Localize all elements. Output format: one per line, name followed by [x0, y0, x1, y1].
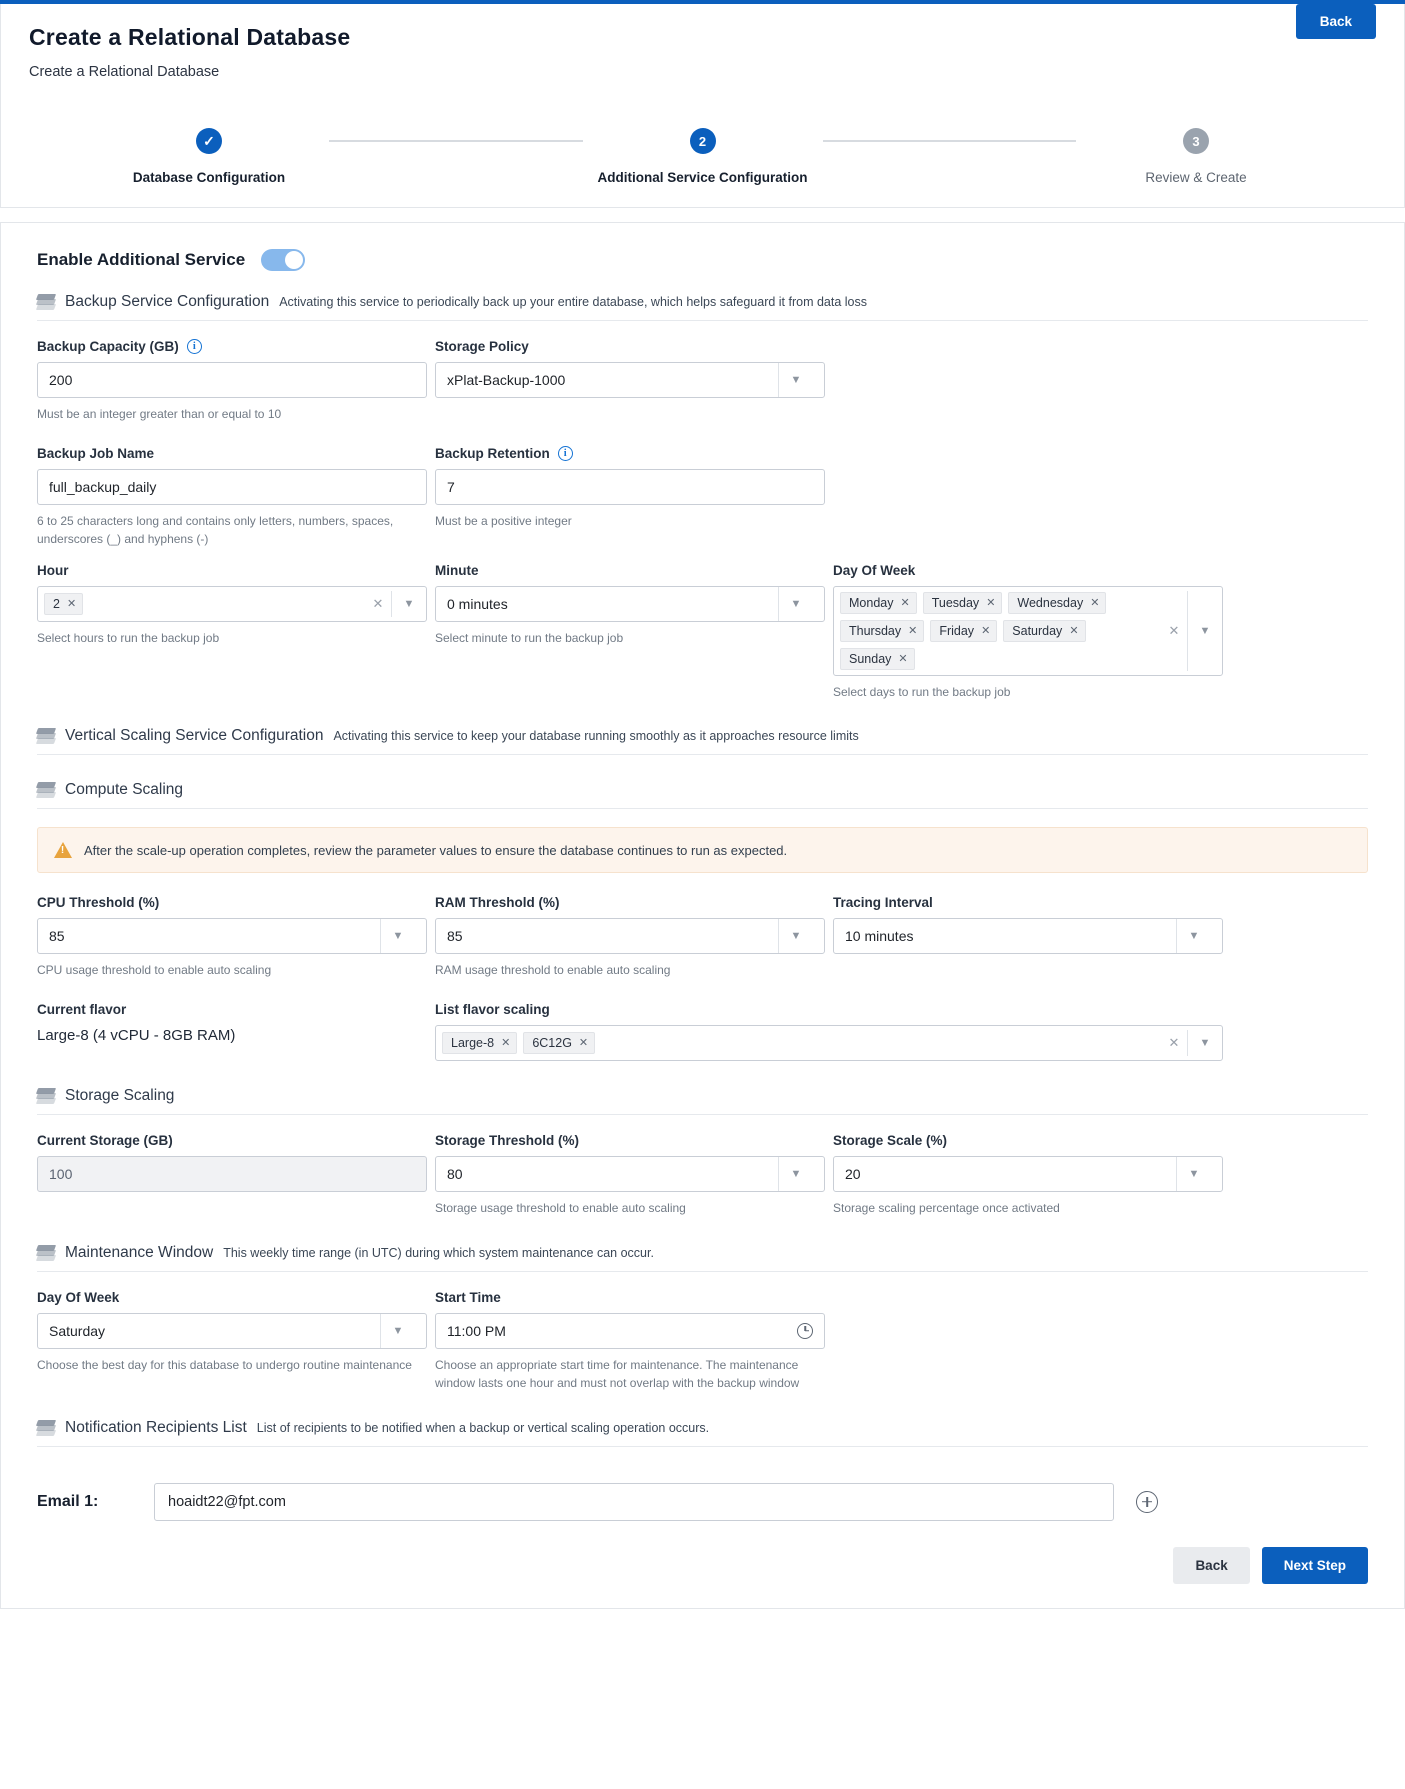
cpu-threshold-field — [37, 895, 427, 980]
day-of-week-tags — [840, 591, 1161, 671]
storage-scale-select[interactable] — [833, 1156, 1223, 1192]
tag-remove-icon[interactable]: ✕ — [578, 1037, 589, 1050]
storage-scale-hint: Storage scaling percentage once activated — [833, 1200, 1060, 1215]
clear-icon[interactable]: ✕ — [372, 595, 384, 611]
chevron-down-icon[interactable]: ▼ — [1188, 930, 1200, 943]
tag-label: 2 — [53, 596, 60, 611]
minute-select[interactable] — [435, 586, 825, 622]
chevron-down-icon[interactable]: ▼ — [790, 597, 802, 610]
step-3-label: Review & Create — [1145, 170, 1247, 185]
step-2-label: Additional Service Configuration — [597, 170, 808, 185]
flavor-scaling-field — [435, 1002, 1223, 1061]
current-flavor-value: Large-8 (4 vCPU - 8GB RAM) — [37, 1026, 236, 1044]
add-email-icon[interactable] — [1136, 1491, 1158, 1513]
current-storage-label: Current Storage (GB) — [37, 1132, 173, 1148]
tag — [523, 1032, 595, 1054]
maintenance-start-time-label: Start Time — [435, 1289, 501, 1305]
next-step-button[interactable]: Next Step — [1262, 1547, 1368, 1584]
backup-job-name-label: Backup Job Name — [37, 445, 155, 461]
backup-job-name-hint: 6 to 25 characters long and contains only letters, numbers, spaces, underscores (_) and hyphens (-) — [37, 513, 394, 547]
maintenance-start-time-input[interactable] — [435, 1313, 825, 1349]
storage-policy-value: xPlat-Backup-1000 — [447, 372, 566, 388]
backup-service-description: Activating this service to periodically back up your entire database, which helps safeguard it from data loss — [279, 295, 868, 309]
tag-label: Friday — [939, 623, 975, 638]
storage-scaling-section-header — [37, 1087, 1368, 1115]
cpu-threshold-label: CPU Threshold (%) — [37, 895, 160, 911]
minute-hint: Select minute to run the backup job — [435, 630, 624, 645]
backup-retention-label — [435, 446, 825, 461]
chevron-down-icon[interactable]: ▼ — [790, 374, 802, 386]
info-icon[interactable]: i — [558, 446, 573, 461]
tag-remove-icon[interactable]: ✕ — [1069, 625, 1079, 638]
tag — [840, 620, 924, 642]
clear-icon[interactable]: ✕ — [1168, 1034, 1180, 1050]
backup-job-name-field — [37, 446, 427, 549]
backup-job-name-input[interactable]: full_backup_daily — [37, 469, 427, 505]
maintenance-day-field — [37, 1290, 427, 1393]
layers-icon — [37, 294, 55, 310]
layers-icon — [37, 728, 55, 744]
backup-row-2 — [37, 446, 1368, 549]
scale-up-warning-text: After the scale-up operation completes, review the parameter values to ensure the database continues to run as expected. — [84, 842, 788, 858]
current-storage-input: 100 — [37, 1156, 427, 1192]
chevron-down-icon[interactable]: ▼ — [1199, 624, 1211, 637]
step-3-marker: 3 — [1183, 128, 1209, 154]
backup-service-title: Backup Service Configuration — [65, 293, 270, 310]
scale-up-warning — [37, 827, 1368, 873]
tag-remove-icon[interactable]: ✕ — [66, 598, 77, 611]
tracing-interval-label: Tracing Interval — [833, 895, 933, 911]
step-1-label: Database Configuration — [132, 170, 286, 185]
storage-policy-select[interactable] — [435, 362, 825, 398]
compute-scaling-title: Compute Scaling — [65, 781, 184, 799]
layers-icon — [37, 1420, 55, 1436]
tag-label: Sunday — [849, 651, 892, 666]
tag-remove-icon[interactable]: ✕ — [981, 625, 991, 638]
page-title: Create a Relational Database — [29, 24, 351, 50]
day-of-week-hint: Select days to run the backup job — [833, 684, 1011, 699]
maintenance-day-label: Day Of Week — [37, 1289, 120, 1305]
maintenance-window-title: Maintenance Window — [65, 1243, 214, 1261]
day-of-week-multiselect[interactable] — [833, 586, 1223, 676]
backup-capacity-label-text: Backup Capacity (GB) — [37, 339, 179, 354]
vertical-scaling-section-header — [37, 727, 1368, 755]
step-connector-2 — [823, 140, 1077, 142]
email-recipient-row — [37, 1483, 1368, 1521]
tag — [930, 620, 997, 642]
day-of-week-controls — [1161, 591, 1222, 671]
storage-threshold-value: 80 — [447, 1165, 463, 1182]
enable-additional-service-toggle[interactable] — [261, 249, 305, 271]
backup-row-1 — [37, 339, 1368, 424]
stepper — [29, 128, 1376, 185]
cpu-threshold-hint: CPU usage threshold to enable auto scaling — [37, 963, 272, 978]
storage-scaling-title: Storage Scaling — [65, 1086, 175, 1104]
storage-threshold-label: Storage Threshold (%) — [435, 1132, 580, 1148]
minute-field — [435, 563, 825, 702]
backup-retention-label-text: Backup Retention — [435, 445, 550, 461]
footer-actions — [37, 1547, 1368, 1584]
flavor-scaling-tags — [442, 1031, 1161, 1055]
tag-label: Thursday — [849, 623, 902, 638]
tag — [1003, 620, 1085, 642]
backup-capacity-label — [37, 339, 427, 354]
step-review-and-create[interactable] — [1076, 128, 1316, 185]
backup-schedule-row — [37, 563, 1368, 702]
day-of-week-label: Day Of Week — [833, 562, 916, 578]
tracing-interval-select[interactable] — [833, 918, 1223, 954]
maintenance-window-description: This weekly time range (in UTC) during which system maintenance can occur. — [223, 1245, 654, 1260]
vertical-scaling-description: Activating this service to keep your database running smoothly as it approaches resource limits — [333, 729, 859, 744]
compute-scaling-section-header — [37, 781, 1368, 809]
email-1-input[interactable]: hoaidt22@fpt.com — [154, 1483, 1114, 1521]
notification-recipients-description: List of recipients to be notified when a backup or vertical scaling operation occurs. — [256, 1420, 710, 1435]
tag-remove-icon[interactable]: ✕ — [898, 653, 908, 666]
cpu-threshold-select[interactable] — [37, 918, 427, 954]
enable-additional-service-label: Enable Additional Service — [37, 250, 246, 269]
hour-hint: Select hours to run the backup job — [37, 630, 220, 645]
header-card — [0, 4, 1405, 208]
chevron-down-icon[interactable]: ▼ — [392, 1324, 404, 1337]
chevron-down-icon[interactable]: ▼ — [790, 930, 802, 943]
hour-controls — [365, 591, 426, 617]
chevron-down-icon[interactable]: ▼ — [392, 930, 404, 943]
storage-scale-value: 20 — [845, 1165, 861, 1182]
back-button-top[interactable]: Back — [1296, 4, 1376, 39]
hour-label: Hour — [37, 562, 69, 578]
tag-remove-icon[interactable]: ✕ — [986, 597, 996, 610]
email-1-label: Email 1: — [37, 1492, 99, 1510]
maintenance-day-select[interactable] — [37, 1313, 427, 1349]
layers-icon — [37, 1245, 55, 1261]
step-additional-service-configuration[interactable] — [583, 128, 823, 185]
backup-service-section-header — [37, 293, 1368, 321]
backup-capacity-field — [37, 339, 427, 424]
chevron-down-icon[interactable]: ▼ — [403, 597, 415, 610]
day-of-week-field — [833, 563, 1223, 702]
minute-label: Minute — [435, 562, 479, 578]
current-flavor-label: Current flavor — [37, 1001, 127, 1017]
tag-label: 6C12G — [532, 1035, 572, 1050]
tag-remove-icon[interactable]: ✕ — [501, 1037, 511, 1050]
info-icon[interactable]: i — [187, 339, 202, 354]
tracing-interval-value: 10 minutes — [845, 928, 914, 945]
breadcrumb: Create a Relational Database — [29, 64, 220, 80]
clear-icon[interactable]: ✕ — [1168, 622, 1180, 638]
flavor-scaling-controls — [1161, 1030, 1222, 1056]
backup-capacity-input[interactable]: 200 — [37, 362, 427, 398]
tag — [44, 593, 83, 615]
ram-threshold-label: RAM Threshold (%) — [435, 895, 560, 911]
hour-field — [37, 563, 427, 702]
current-storage-field — [37, 1133, 427, 1218]
tag-label: Large-8 — [451, 1035, 495, 1050]
hour-multiselect[interactable] — [37, 586, 427, 622]
current-flavor-field — [37, 1002, 427, 1061]
tag — [1008, 592, 1106, 614]
tag-label: Saturday — [1012, 623, 1063, 638]
cpu-threshold-value: 85 — [49, 928, 65, 945]
step-1-marker: ✓ — [196, 128, 222, 154]
maintenance-start-time-hint: Choose an appropriate start time for maintenance. The maintenance window lasts one hour and must not overlap with the backup window — [435, 1357, 800, 1391]
chevron-down-icon[interactable]: ▼ — [1188, 1167, 1200, 1180]
compute-threshold-row — [37, 895, 1368, 980]
step-connector-1 — [329, 140, 583, 142]
storage-threshold-field — [435, 1133, 825, 1218]
chevron-down-icon[interactable]: ▼ — [790, 1167, 802, 1180]
backup-retention-input[interactable]: 7 — [435, 469, 825, 505]
vertical-scaling-title: Vertical Scaling Service Configuration — [65, 727, 324, 745]
flavor-scaling-multiselect[interactable] — [435, 1025, 1223, 1061]
ram-threshold-select[interactable] — [435, 918, 825, 954]
maintenance-start-time-field — [435, 1290, 825, 1393]
notification-recipients-section-header — [37, 1419, 1368, 1447]
enable-additional-service-row — [37, 249, 1368, 271]
flavor-row — [37, 1002, 1368, 1061]
tag — [442, 1032, 517, 1054]
tag-label: Wednesday — [1017, 595, 1084, 610]
storage-threshold-select[interactable] — [435, 1156, 825, 1192]
additional-service-form — [0, 222, 1405, 1609]
maintenance-window-section-header — [37, 1244, 1368, 1272]
maintenance-start-time-value: 11:00 PM — [447, 1322, 506, 1339]
ram-threshold-value: 85 — [447, 928, 463, 945]
ram-threshold-field — [435, 895, 825, 980]
minute-value: 0 minutes — [447, 595, 508, 612]
tag-label: Monday — [849, 595, 894, 610]
clock-icon[interactable] — [797, 1323, 813, 1339]
step-2-marker: 2 — [690, 128, 716, 154]
storage-scaling-row — [37, 1133, 1368, 1218]
maintenance-row — [37, 1290, 1368, 1393]
notification-recipients-title: Notification Recipients List — [65, 1418, 247, 1436]
storage-threshold-hint: Storage usage threshold to enable auto scaling — [435, 1200, 686, 1215]
back-button[interactable]: Back — [1173, 1547, 1249, 1584]
maintenance-day-hint: Choose the best day for this database to undergo routine maintenance — [37, 1357, 412, 1372]
chevron-down-icon[interactable]: ▼ — [1199, 1036, 1211, 1049]
storage-policy-field — [435, 339, 825, 424]
tag — [923, 592, 1003, 614]
backup-retention-field — [435, 446, 825, 549]
backup-capacity-hint: Must be an integer greater than or equal to 10 — [37, 407, 282, 421]
layers-icon — [37, 782, 55, 798]
storage-scale-label: Storage Scale (%) — [833, 1132, 948, 1148]
toggle-knob — [285, 251, 303, 269]
backup-retention-hint: Must be a positive integer — [435, 513, 572, 528]
ram-threshold-hint: RAM usage threshold to enable auto scaling — [435, 963, 671, 978]
layers-icon — [37, 1088, 55, 1104]
maintenance-day-value: Saturday — [49, 1322, 106, 1339]
tracing-interval-field — [833, 895, 1223, 980]
tag-remove-icon[interactable]: ✕ — [1090, 597, 1100, 610]
storage-scale-field — [833, 1133, 1223, 1218]
tag — [840, 592, 917, 614]
tag-remove-icon[interactable]: ✕ — [908, 625, 918, 638]
step-database-configuration[interactable] — [89, 128, 329, 185]
storage-policy-label: Storage Policy — [435, 339, 529, 354]
flavor-scaling-label: List flavor scaling — [435, 1001, 550, 1017]
tag — [840, 648, 915, 670]
warning-icon — [54, 842, 72, 858]
tag-remove-icon[interactable]: ✕ — [900, 597, 910, 610]
tag-label: Tuesday — [931, 595, 980, 610]
hour-tags — [44, 592, 365, 616]
